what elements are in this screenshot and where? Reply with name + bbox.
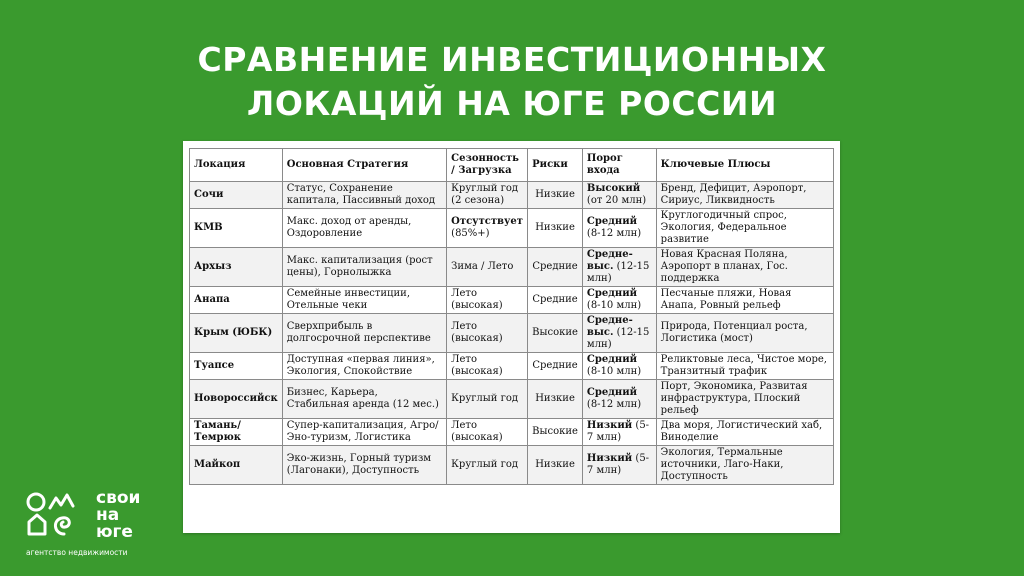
threshold-detail: (12-15 млн): [586, 261, 650, 284]
cell-strategy: Сверхприбыль в долгосрочной перспективе: [282, 314, 446, 353]
cell-season: [447, 314, 528, 353]
cell-pluses: Песчаные пляжи, Новая Анапа, Ровный рельеф: [656, 287, 833, 314]
cell-risk: Низкие: [528, 380, 583, 419]
cell-pluses: Новая Красная Поляна, Аэропорт в планах, Гос. поддержка: [656, 248, 833, 287]
cell-risk: Высокие: [528, 419, 583, 446]
table-row: [190, 182, 834, 209]
header-location: Локация: [190, 149, 283, 182]
table-row: [190, 209, 834, 248]
threshold-detail: (8-12 млн): [586, 399, 642, 410]
cell-location: Туапсе: [190, 353, 283, 380]
threshold-label: Средний: [586, 354, 638, 365]
cell-threshold: [582, 314, 656, 353]
table-row: [190, 446, 834, 485]
cell-location: Сочи: [190, 182, 283, 209]
season-detail: Круглый год: [451, 393, 519, 404]
cell-strategy: Статус, Сохранение капитала, Пассивный доход: [282, 182, 446, 209]
comparison-table-sheet: [183, 141, 840, 533]
cell-pluses: Бренд, Дефицит, Аэропорт, Сириус, Ликвидность: [656, 182, 833, 209]
brand-logo: [26, 490, 186, 560]
season-detail: Зима / Лето: [451, 261, 514, 272]
threshold-label: Высокий: [586, 183, 641, 194]
logo-wordmark: [96, 490, 140, 541]
threshold-detail: (от 20 млн): [586, 195, 647, 206]
season-label: Отсутствует: [451, 216, 523, 227]
table-body: [190, 182, 834, 485]
header-strategy: Основная Стратегия: [282, 149, 446, 182]
threshold-detail: (8-12 млн): [586, 228, 642, 239]
cell-pluses: Экология, Термальные источники, Лаго-Наки, Доступность: [656, 446, 833, 485]
season-detail: Лето (высокая): [451, 420, 503, 443]
header-season: Сезонность / Загрузка: [447, 149, 528, 182]
cell-strategy: Доступная «первая линия», Экология, Спокойствие: [282, 353, 446, 380]
threshold-detail: (12-15 млн): [586, 327, 650, 350]
cell-threshold: [582, 287, 656, 314]
cell-risk: Низкие: [528, 209, 583, 248]
cell-pluses: Реликтовые леса, Чистое море, Транзитный трафик: [656, 353, 833, 380]
threshold-detail: (5-7 млн): [586, 453, 650, 476]
table-row: [190, 314, 834, 353]
cell-season: [447, 248, 528, 287]
cell-risk: Средние: [528, 287, 583, 314]
slide-title: [0, 38, 1024, 126]
cell-location: КМВ: [190, 209, 283, 248]
logo-word-1: свои: [96, 488, 141, 508]
table-header-row: [190, 149, 834, 182]
cell-season: [447, 380, 528, 419]
cell-pluses: Природа, Потенциал роста, Логистика (мост): [656, 314, 833, 353]
cell-threshold: [582, 353, 656, 380]
cell-threshold: [582, 248, 656, 287]
threshold-detail: (8-10 млн): [586, 366, 642, 377]
logo-word-3: юге: [96, 522, 133, 542]
season-detail: Круглый год (2 сезона): [451, 183, 519, 206]
season-detail: Лето (высокая): [451, 354, 503, 377]
table-row: [190, 419, 834, 446]
cell-season: [447, 287, 528, 314]
threshold-detail: (5-7 млн): [586, 420, 650, 443]
header-threshold: Порог входа: [582, 149, 656, 182]
cell-strategy: Макс. доход от аренды, Оздоровление: [282, 209, 446, 248]
threshold-label: Низкий: [586, 420, 633, 431]
table-row: [190, 380, 834, 419]
cell-risk: Низкие: [528, 182, 583, 209]
cell-risk: Средние: [528, 353, 583, 380]
cell-risk: Средние: [528, 248, 583, 287]
table-row: [190, 287, 834, 314]
cell-threshold: [582, 446, 656, 485]
cell-location: Тамань/ Темрюк: [190, 419, 283, 446]
cell-location: Архыз: [190, 248, 283, 287]
cell-season: [447, 182, 528, 209]
cell-pluses: Порт, Экономика, Развитая инфраструктура, Плоский рельеф: [656, 380, 833, 419]
threshold-label: Средний: [586, 387, 638, 398]
comparison-table: [189, 148, 834, 485]
season-detail: (85%+): [451, 228, 490, 239]
cell-strategy: Бизнес, Карьера, Стабильная аренда (12 мес.): [282, 380, 446, 419]
season-detail: Лето (высокая): [451, 321, 503, 344]
threshold-detail: (8-10 млн): [586, 300, 642, 311]
cell-season: [447, 353, 528, 380]
table-row: [190, 248, 834, 287]
cell-strategy: Семейные инвестиции, Отельные чеки: [282, 287, 446, 314]
cell-pluses: Круглогодичный спрос, Экология, Федеральное развитие: [656, 209, 833, 248]
cell-location: Новороссийск: [190, 380, 283, 419]
cell-pluses: Два моря, Логистический хаб, Виноделие: [656, 419, 833, 446]
season-detail: Лето (высокая): [451, 288, 503, 311]
title-line-1: СРАВНЕНИЕ ИНВЕСТИЦИОННЫХ: [197, 40, 827, 79]
table-row: [190, 353, 834, 380]
logo-icon: [26, 490, 92, 544]
threshold-label: Средний: [586, 216, 638, 227]
cell-threshold: [582, 209, 656, 248]
cell-threshold: [582, 380, 656, 419]
header-risk: Риски: [528, 149, 583, 182]
threshold-label: Средне-выс.: [586, 315, 633, 338]
cell-strategy: Эко-жизнь, Горный туризм (Лагонаки), Доступность: [282, 446, 446, 485]
threshold-label: Средне-выс.: [586, 249, 633, 272]
logo-word-2: на: [96, 505, 120, 525]
cell-season: [447, 209, 528, 248]
header-pluses: Ключевые Плюсы: [656, 149, 833, 182]
cell-strategy: Супер-капитализация, Агро/Эно-туризм, Логистика: [282, 419, 446, 446]
cell-season: [447, 419, 528, 446]
cell-season: [447, 446, 528, 485]
threshold-label: Низкий: [586, 453, 633, 464]
cell-threshold: [582, 182, 656, 209]
threshold-label: Средний: [586, 288, 638, 299]
cell-threshold: [582, 419, 656, 446]
cell-location: Майкоп: [190, 446, 283, 485]
cell-strategy: Макс. капитализация (рост цены), Горнолыжка: [282, 248, 446, 287]
cell-location: Крым (ЮБК): [190, 314, 283, 353]
title-line-2: ЛОКАЦИЙ НА ЮГЕ РОССИИ: [246, 84, 778, 123]
cell-location: Анапа: [190, 287, 283, 314]
logo-tagline: агентство недвижимости: [26, 548, 128, 557]
cell-risk: Низкие: [528, 446, 583, 485]
cell-risk: Высокие: [528, 314, 583, 353]
season-detail: Круглый год: [451, 459, 519, 470]
